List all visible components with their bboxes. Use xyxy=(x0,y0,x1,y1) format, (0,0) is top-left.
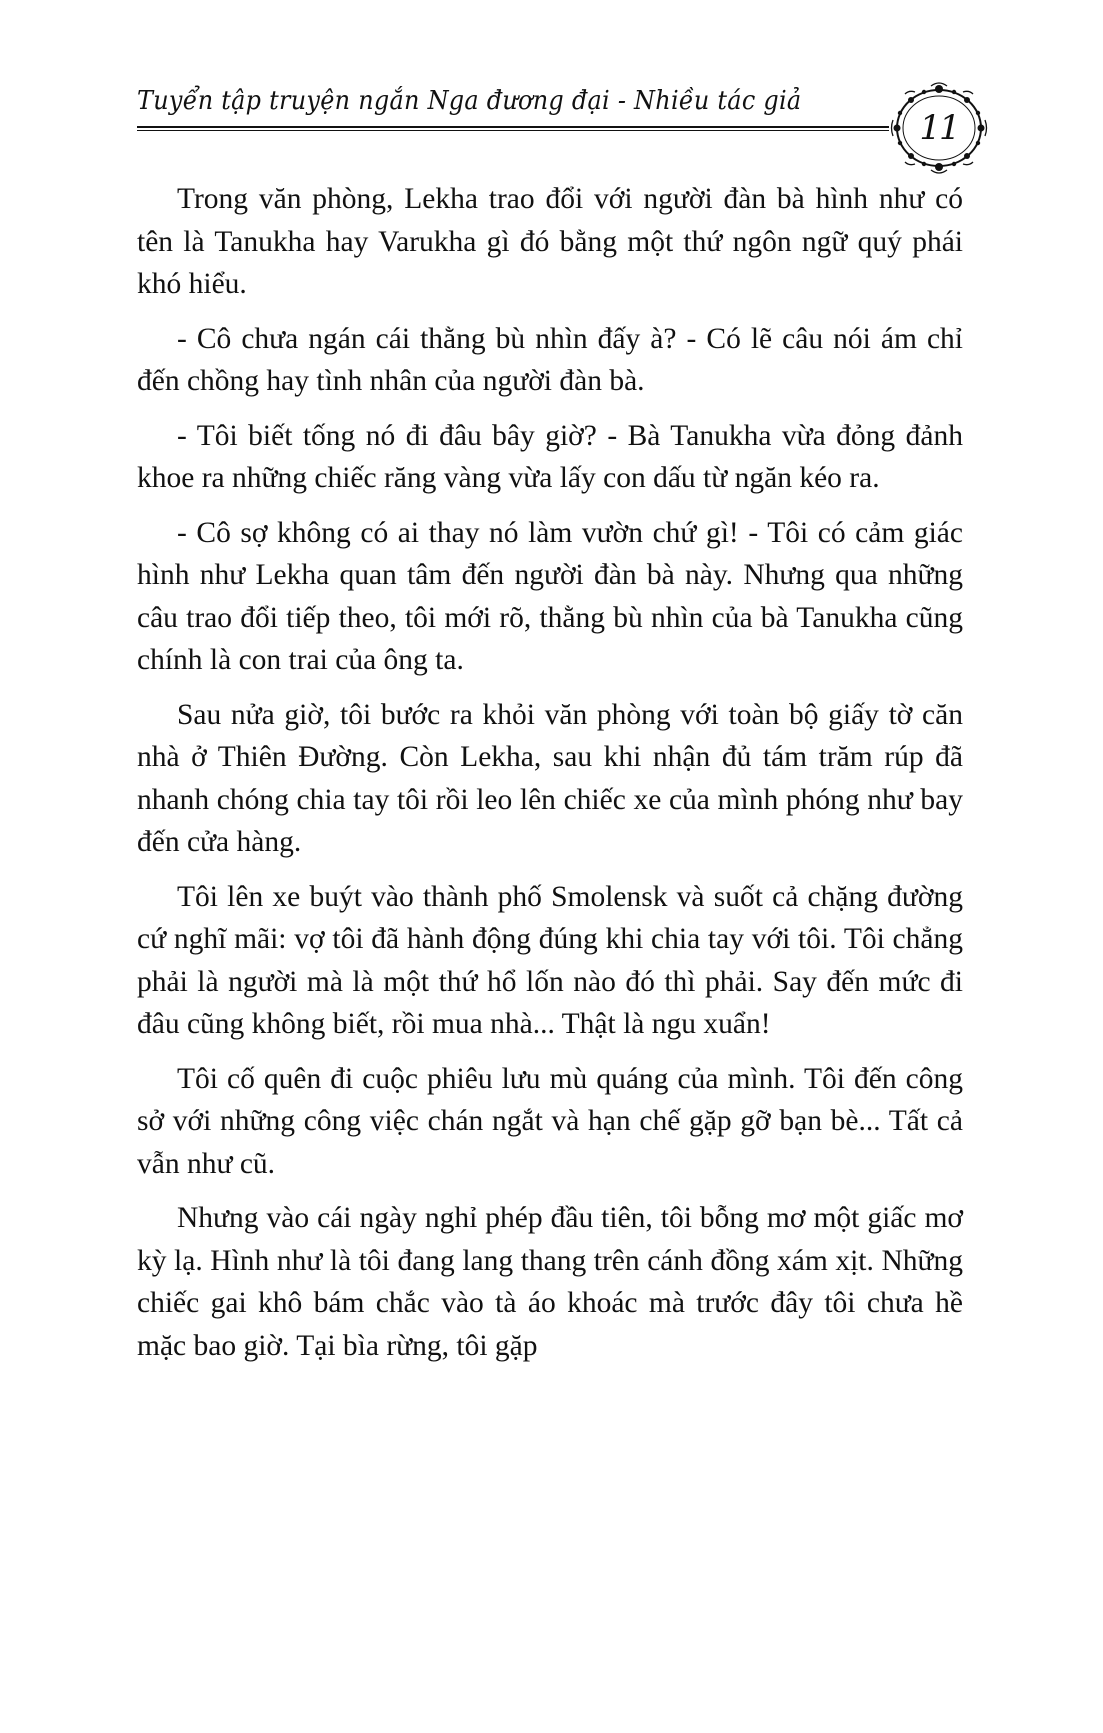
page-number: 11 xyxy=(919,108,959,148)
body-text xyxy=(137,178,963,1379)
paragraph: Tôi cố quên đi cuộc phiêu lưu mù quáng của mình. Tôi đến công sở với những công việc chán ngắt và hạn chế gặp gỡ bạn bè... Tất cả vẫn như cũ. xyxy=(137,1062,963,1180)
paragraph: Tôi lên xe buýt vào thành phố Smolensk và suốt cả chặng đường cứ nghĩ mãi: vợ tôi đã hành động đúng khi chia tay với tôi. Tôi chẳng phải là người mà là một thứ hổ lốn nào đó thì phải. Say đến mức đi đâu cũng không biết, rồi mua nhà... Thật là ngu xuẩn! xyxy=(137,880,963,1040)
running-header xyxy=(137,70,987,170)
paragraph: Nhưng vào cái ngày nghỉ phép đầu tiên, tôi bỗng mơ một giấc mơ kỳ lạ. Hình như là tôi đang lang thang trên cánh đồng xám xịt. Những chiếc gai khô bám chắc vào tà áo khoác mà trước đây tôi chưa hề mặc bao giờ. Tại bìa rừng, tôi gặp xyxy=(137,1202,963,1362)
page-number-frame xyxy=(889,80,989,176)
dialog-paragraph: - Cô chưa ngán cái thằng bù nhìn đấy à? - Có lẽ câu nói ám chỉ đến chồng hay tình nhân của người đàn bà. xyxy=(137,322,963,397)
dialog-paragraph: - Cô sợ không có ai thay nó làm vườn chứ gì! - Tôi có cảm giác hình như Lekha quan tâm đến người đàn bà này. Nhưng qua những câu trao đổi tiếp theo, tôi mới rõ, thằng bù nhìn của bà Tanukha cũng chính là con trai của ông ta. xyxy=(137,516,963,676)
header-double-rule xyxy=(137,126,889,131)
paragraph: Trong văn phòng, Lekha trao đổi với người đàn bà hình như có tên là Tanukha hay Varukha gì đó bằng một thứ ngôn ngữ quý phái khó hiểu. xyxy=(137,183,963,300)
dialog-paragraph: - Tôi biết tống nó đi đâu bây giờ? - Bà Tanukha vừa đỏng đảnh khoe ra những chiếc răng vàng vừa lấy con dấu từ ngăn kéo ra. xyxy=(137,419,963,494)
running-title: Tuyển tập truyện ngắn Nga đương đại - Nhiều tác giả xyxy=(137,86,802,116)
paragraph: Sau nửa giờ, tôi bước ra khỏi văn phòng với toàn bộ giấy tờ căn nhà ở Thiên Đường. Còn Lekha, sau khi nhận đủ tám trăm rúp đã nhanh chóng chia tay tôi rồi leo lên chiếc xe của mình phóng như bay đến cửa hàng. xyxy=(137,698,963,858)
